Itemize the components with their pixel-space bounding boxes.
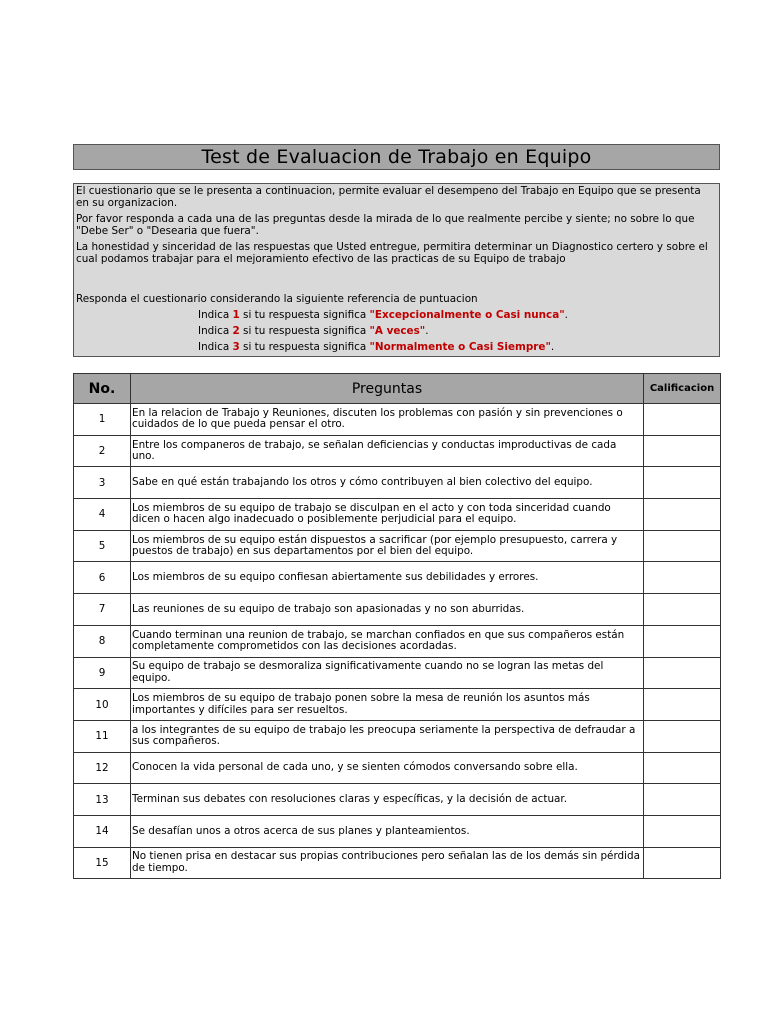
page-title: Test de Evaluacion de Trabajo en Equipo: [73, 144, 720, 170]
scale-end: .: [550, 341, 555, 353]
question-text: Los miembros de su equipo confiesan abiertamente sus debilidades y errores.: [131, 562, 644, 594]
question-number: 8: [74, 625, 131, 657]
scale-number: 3: [232, 341, 240, 353]
question-number: 5: [74, 530, 131, 562]
score-cell[interactable]: [644, 562, 721, 594]
question-number: 11: [74, 720, 131, 752]
header-no: No.: [74, 374, 131, 404]
question-text: Los miembros de su equipo de trabajo se disculpan en el acto y con toda sinceridad cuando dicen o hacen algo inadecuado o posiblemente perjudicial para el equipo.: [131, 499, 644, 531]
question-number: 13: [74, 784, 131, 816]
header-score: Calificacion: [644, 374, 721, 404]
question-number: 15: [74, 847, 131, 879]
scale-end: .: [564, 309, 568, 321]
score-cell[interactable]: [644, 435, 721, 467]
scale-end: .: [425, 325, 429, 337]
question-text: Cuando terminan una reunion de trabajo, se marchan confiados en que sus compañeros están completamente comprometidos con las decisiones acordadas.: [131, 625, 644, 657]
table-row: [74, 467, 721, 499]
header-questions: Preguntas: [131, 374, 644, 404]
table-row: [74, 625, 721, 657]
question-text: Sabe en qué están trabajando los otros y cómo contribuyen al bien colectivo del equipo.: [131, 467, 644, 499]
question-text: Conocen la vida personal de cada uno, y se sienten cómodos conversando sobre ella.: [131, 752, 644, 784]
question-text: Se desafían unos a otros acerca de sus planes y planteamientos.: [131, 815, 644, 847]
score-cell[interactable]: [644, 404, 721, 436]
question-text: Los miembros de su equipo están dispuestos a sacrificar (por ejemplo presupuesto, carrera y puestos de trabajo) en sus departamentos por el bien del equipo.: [131, 530, 644, 562]
question-number: 12: [74, 752, 131, 784]
scale-value: "Excepcionalmente o Casi nunca": [369, 309, 565, 321]
scale-number: 1: [232, 309, 240, 321]
table-header-row: [74, 374, 721, 404]
question-text: Terminan sus debates con resoluciones claras y específicas, y la decisión de actuar.: [131, 784, 644, 816]
table-row: [74, 752, 721, 784]
question-text: No tienen prisa en destacar sus propias contribuciones pero señalan las de los demás sin pérdida de tiempo.: [131, 847, 644, 879]
table-row: [74, 657, 721, 689]
scale-prefix: Indica: [198, 309, 233, 321]
scale-value: "A veces": [369, 325, 426, 337]
question-number: 1: [74, 404, 131, 436]
scale-line-2: [198, 325, 717, 337]
table-row: [74, 815, 721, 847]
question-number: 10: [74, 689, 131, 721]
scale-number: 2: [232, 325, 240, 337]
question-text: Su equipo de trabajo se desmoraliza significativamente cuando no se logran las metas del equipo.: [131, 657, 644, 689]
question-number: 6: [74, 562, 131, 594]
scale-prefix: Indica: [198, 325, 233, 337]
question-number: 14: [74, 815, 131, 847]
question-number: 7: [74, 594, 131, 626]
question-number: 9: [74, 657, 131, 689]
table-row: [74, 847, 721, 879]
table-row: [74, 562, 721, 594]
scale-mid: si tu respuesta significa: [239, 341, 370, 353]
score-cell[interactable]: [644, 499, 721, 531]
questions-table: [73, 373, 721, 879]
score-cell[interactable]: [644, 689, 721, 721]
score-cell[interactable]: [644, 594, 721, 626]
score-cell[interactable]: [644, 720, 721, 752]
score-cell[interactable]: [644, 467, 721, 499]
score-cell[interactable]: [644, 815, 721, 847]
score-cell[interactable]: [644, 625, 721, 657]
question-text: Los miembros de su equipo de trabajo ponen sobre la mesa de reunión los asuntos más importantes y difíciles para ser resueltos.: [131, 689, 644, 721]
table-row: [74, 689, 721, 721]
score-cell[interactable]: [644, 784, 721, 816]
question-text: En la relacion de Trabajo y Reuniones, discuten los problemas con pasión y sin prevenciones o cuidados de lo que pueda pensar el otro.: [131, 404, 644, 436]
question-number: 3: [74, 467, 131, 499]
table-row: [74, 530, 721, 562]
question-number: 2: [74, 435, 131, 467]
scale-line-1: [198, 309, 717, 321]
intro-paragraph-4: Responda el cuestionario considerando la siguiente referencia de puntuacion: [76, 293, 478, 305]
question-text: Entre los companeros de trabajo, se señalan deficiencias y conductas improductivas de cada uno.: [131, 435, 644, 467]
intro-paragraph-1: El cuestionario que se le presenta a continuacion, permite evaluar el desempeno del Trabajo en Equipo que se presenta en su organizacion.: [76, 185, 701, 209]
scale-mid: si tu respuesta significa: [239, 325, 370, 337]
instructions-panel: [73, 183, 720, 357]
table-row: [74, 499, 721, 531]
score-cell[interactable]: [644, 530, 721, 562]
intro-paragraph-3: La honestidad y sinceridad de las respuestas que Usted entregue, permitira determinar un Diagnostico certero y sobre el cual podamos trabajar para el mejoramiento efectivo de las practicas de su Equipo de trabajo: [76, 241, 708, 265]
scale-prefix: Indica: [198, 341, 233, 353]
table-row: [74, 594, 721, 626]
question-text: Las reuniones de su equipo de trabajo son apasionadas y no son aburridas.: [131, 594, 644, 626]
scale-mid: si tu respuesta significa: [239, 309, 370, 321]
table-row: [74, 720, 721, 752]
score-cell[interactable]: [644, 657, 721, 689]
table-row: [74, 404, 721, 436]
intro-paragraph-2: Por favor responda a cada una de las preguntas desde la mirada de lo que realmente percibe y siente; no sobre lo que "Debe Ser" o "Desearia que fuera".: [76, 213, 695, 237]
question-text: a los integrantes de su equipo de trabajo les preocupa seriamente la perspectiva de defraudar a sus compañeros.: [131, 720, 644, 752]
score-cell[interactable]: [644, 752, 721, 784]
table-row: [74, 784, 721, 816]
scale-line-3: [198, 341, 717, 353]
scale-value: "Normalmente o Casi Siempre": [369, 341, 551, 353]
question-number: 4: [74, 499, 131, 531]
score-cell[interactable]: [644, 847, 721, 879]
table-row: [74, 435, 721, 467]
